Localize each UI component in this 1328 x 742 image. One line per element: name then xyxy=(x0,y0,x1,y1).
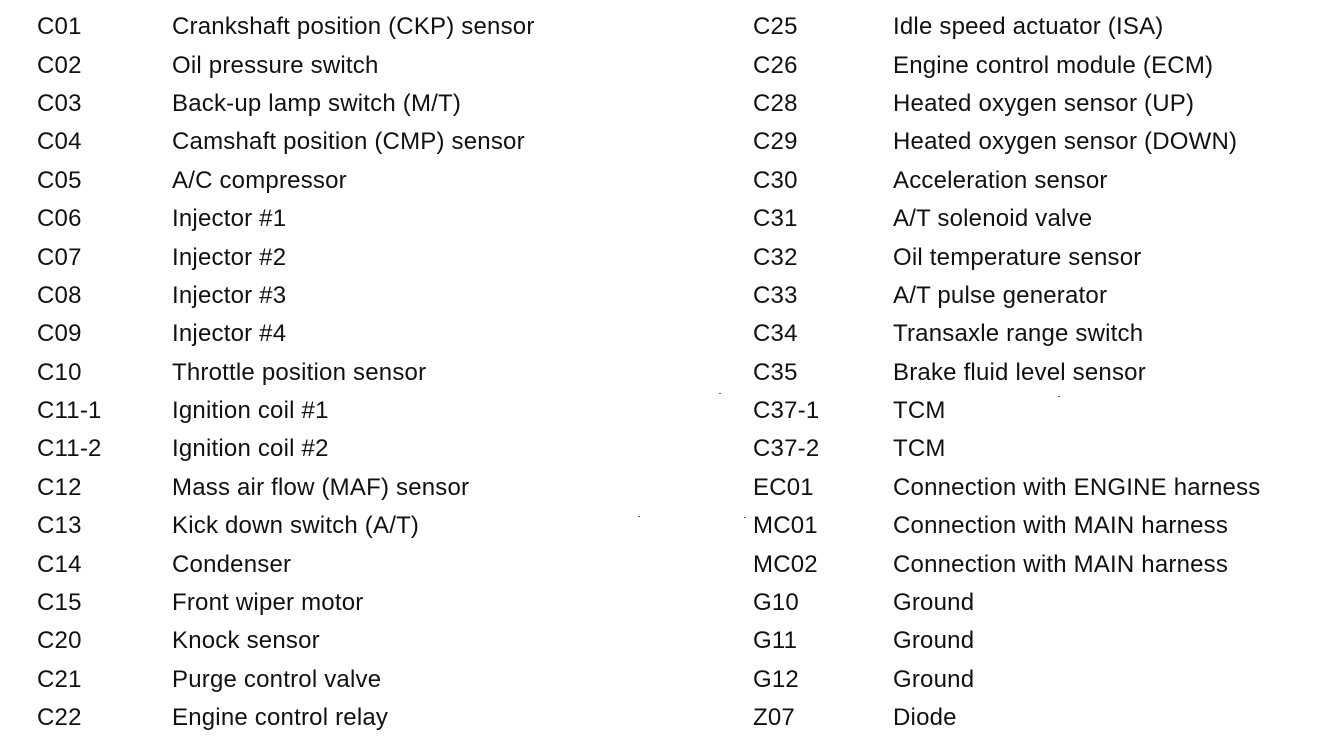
connector-code: C12 xyxy=(37,473,82,501)
connector-row xyxy=(37,8,535,46)
connector-code: C25 xyxy=(753,13,798,41)
connector-code: C31 xyxy=(753,205,798,233)
right-connector-column xyxy=(753,8,1261,737)
connector-description: Ground xyxy=(893,589,975,617)
connector-code: C30 xyxy=(753,166,798,194)
connector-description: A/C compressor xyxy=(172,166,347,194)
connector-row xyxy=(37,200,535,238)
connector-row xyxy=(753,200,1261,238)
connector-row xyxy=(753,430,1261,468)
connector-code: C32 xyxy=(753,243,798,271)
connector-row xyxy=(37,584,535,622)
connector-description: Condenser xyxy=(172,550,292,578)
connector-description: Idle speed actuator (ISA) xyxy=(893,13,1164,41)
connector-description: Injector #3 xyxy=(172,281,287,309)
connector-row xyxy=(37,277,535,315)
connector-row xyxy=(37,430,535,468)
connector-row xyxy=(753,507,1261,545)
connector-row xyxy=(37,315,535,353)
connector-code: C21 xyxy=(37,665,82,693)
connector-row xyxy=(37,354,535,392)
connector-code: C07 xyxy=(37,243,82,271)
connector-description: Front wiper motor xyxy=(172,589,364,617)
connector-code: G10 xyxy=(753,589,799,617)
connector-code: C01 xyxy=(37,13,82,41)
connector-description: Kick down switch (A/T) xyxy=(172,512,420,540)
connector-code: C11-2 xyxy=(37,435,102,463)
connector-code: C34 xyxy=(753,320,798,348)
connector-description: TCM xyxy=(893,397,946,425)
connector-row xyxy=(37,162,535,200)
connector-code: C09 xyxy=(37,320,82,348)
connector-description: Connection with MAIN harness xyxy=(893,512,1229,540)
connector-row xyxy=(753,699,1261,737)
connector-code: C37-1 xyxy=(753,397,820,425)
connector-description: Back-up lamp switch (M/T) xyxy=(172,89,462,117)
connector-code: Z07 xyxy=(753,704,795,732)
connector-row xyxy=(753,545,1261,583)
connector-description: A/T solenoid valve xyxy=(893,205,1093,233)
connector-row xyxy=(37,661,535,699)
connector-code: C03 xyxy=(37,89,82,117)
connector-code: C26 xyxy=(753,51,798,79)
connector-row xyxy=(37,699,535,737)
connector-row xyxy=(37,238,535,276)
connector-code: C06 xyxy=(37,205,82,233)
connector-code: G12 xyxy=(753,665,799,693)
connector-code: C11-1 xyxy=(37,397,102,425)
connector-row xyxy=(753,162,1261,200)
connector-row xyxy=(753,85,1261,123)
connector-description: TCM xyxy=(893,435,946,463)
connector-code: MC02 xyxy=(753,550,818,578)
connector-row xyxy=(37,46,535,84)
connector-description: Heated oxygen sensor (UP) xyxy=(893,89,1195,117)
connector-description: Ground xyxy=(893,627,975,655)
connector-code: C14 xyxy=(37,550,82,578)
connector-code: G11 xyxy=(753,627,798,655)
connector-code: C13 xyxy=(37,512,82,540)
connector-row xyxy=(753,238,1261,276)
connector-description: Purge control valve xyxy=(172,665,382,693)
connector-description: Injector #2 xyxy=(172,243,287,271)
connector-row xyxy=(37,123,535,161)
connector-code: C20 xyxy=(37,627,82,655)
connector-description: Mass air flow (MAF) sensor xyxy=(172,473,470,501)
scan-speck xyxy=(1058,396,1060,397)
connector-code: C04 xyxy=(37,128,82,156)
connector-description: Engine control module (ECM) xyxy=(893,51,1214,79)
connector-row xyxy=(37,392,535,430)
connector-description: Oil pressure switch xyxy=(172,51,379,79)
connector-description: Brake fluid level sensor xyxy=(893,358,1146,386)
connector-description: Knock sensor xyxy=(172,627,320,655)
connector-row xyxy=(753,469,1261,507)
connector-code: EC01 xyxy=(753,473,814,501)
connector-code: C02 xyxy=(37,51,82,79)
left-connector-column xyxy=(37,8,535,737)
connector-row xyxy=(753,123,1261,161)
connector-code: C08 xyxy=(37,281,82,309)
connector-description: A/T pulse generator xyxy=(893,281,1108,309)
connector-row xyxy=(753,277,1261,315)
connector-row xyxy=(753,8,1261,46)
connector-row xyxy=(753,584,1261,622)
connector-description: Crankshaft position (CKP) sensor xyxy=(172,13,535,41)
connector-description: Ground xyxy=(893,665,975,693)
connector-row xyxy=(753,622,1261,660)
scan-speck xyxy=(719,393,721,394)
connector-description: Transaxle range switch xyxy=(893,320,1144,348)
connector-description: Injector #1 xyxy=(172,205,287,233)
connector-description: Camshaft position (CMP) sensor xyxy=(172,128,525,156)
connector-description: Diode xyxy=(893,704,957,732)
connector-description: Heated oxygen sensor (DOWN) xyxy=(893,128,1238,156)
scan-speck xyxy=(744,517,746,518)
connector-row xyxy=(37,545,535,583)
connector-description: Ignition coil #1 xyxy=(172,397,329,425)
connector-description: Connection with ENGINE harness xyxy=(893,473,1261,501)
connector-code: C33 xyxy=(753,281,798,309)
connector-description: Connection with MAIN harness xyxy=(893,550,1229,578)
connector-row xyxy=(37,469,535,507)
connector-description: Injector #4 xyxy=(172,320,287,348)
connector-row xyxy=(37,85,535,123)
connector-code: C15 xyxy=(37,589,82,617)
connector-description: Oil temperature sensor xyxy=(893,243,1142,271)
connector-description: Engine control relay xyxy=(172,704,389,732)
connector-description: Ignition coil #2 xyxy=(172,435,329,463)
connector-row xyxy=(753,315,1261,353)
connector-row xyxy=(753,46,1261,84)
connector-description: Throttle position sensor xyxy=(172,358,427,386)
connector-row xyxy=(37,507,535,545)
connector-description: Acceleration sensor xyxy=(893,166,1108,194)
connector-code: C10 xyxy=(37,358,82,386)
connector-row xyxy=(37,622,535,660)
connector-code: C05 xyxy=(37,166,82,194)
connector-code: C28 xyxy=(753,89,798,117)
connector-row xyxy=(753,661,1261,699)
scan-speck xyxy=(638,516,640,517)
connector-code: C22 xyxy=(37,704,82,732)
connector-code: C37-2 xyxy=(753,435,820,463)
connector-code: C29 xyxy=(753,128,798,156)
connector-row xyxy=(753,392,1261,430)
connector-code: C35 xyxy=(753,358,798,386)
connector-code: MC01 xyxy=(753,512,818,540)
connector-row xyxy=(753,354,1261,392)
